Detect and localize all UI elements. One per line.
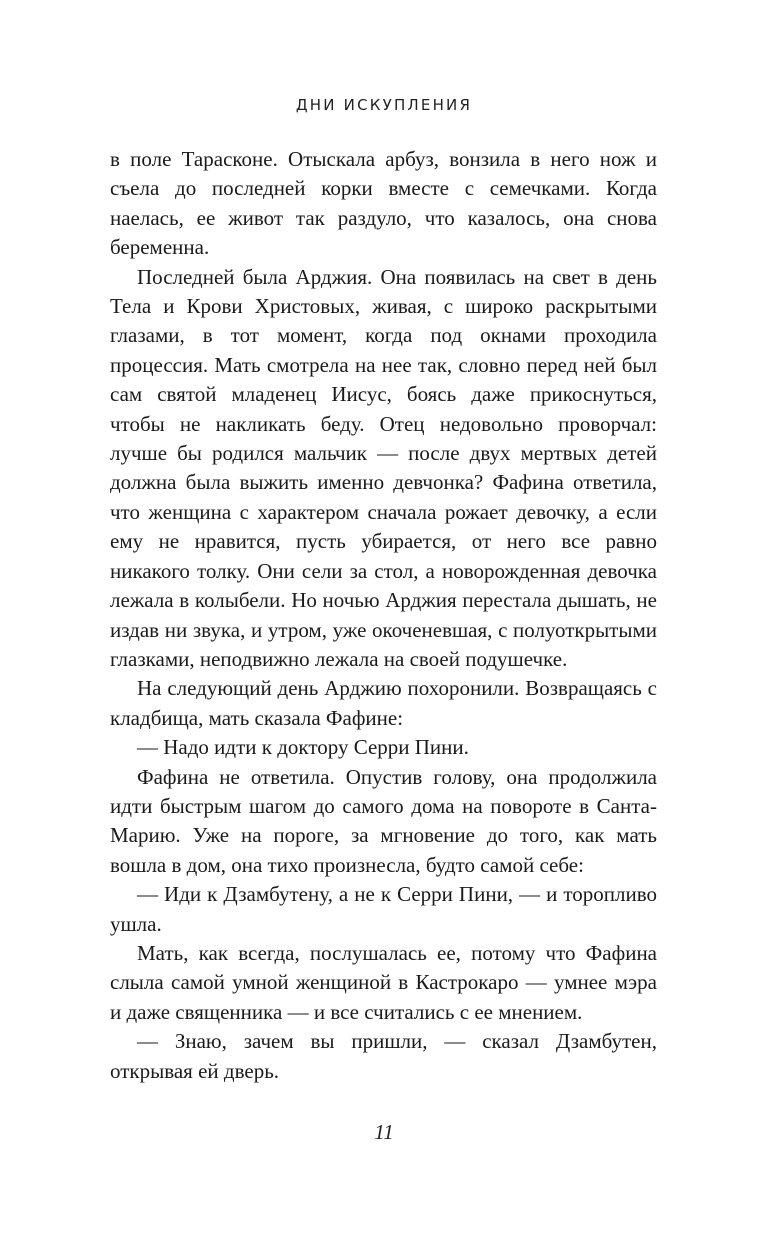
dialogue-line: — Знаю, зачем вы пришли, — сказал Дзамбутен, открывая ей дверь. xyxy=(110,1029,657,1083)
dialogue-line: — Иди к Дзамбутену, а не к Серри Пини, — и торопливо ушла. xyxy=(110,882,657,936)
dialogue-line: — Надо идти к доктору Серри Пини. xyxy=(137,735,469,760)
paragraph: На следующий день Арджию похоронили. Возвращаясь с кладбища, мать сказала Фафине: xyxy=(110,676,657,730)
body-text xyxy=(110,145,657,1086)
paragraph: Фафина не ответила. Опустив голову, она продолжила идти быстрым шагом до самого дома на повороте в Санта-Марию. Уже на пороге, за мгновение до того, как мать вошла в дом, она тихо произнесла, будто самой себе: xyxy=(110,764,657,877)
paragraph-continued: в поле Тарасконе. Отыскала арбуз, вонзила в него нож и съела до последней корки вместе с семечками. Когда наелась, ее живот так раздуло, что казалось, она снова беременна. xyxy=(110,147,657,260)
paragraph: Последней была Арджия. Она появилась на свет в день Тела и Крови Христовых, живая, с широко раскрытыми глазами, в тот момент, когда под окнами проходила процессия. Мать смотрела на нее так, словно перед ней был сам святой младенец Иисус, боясь даже прикоснуться, чтобы не накликать беду. Отец недовольно проворчал: лучше бы родился мальчик — после двух мертвых детей должна была выжить именно девчонка? Фафина ответила, что женщина с характером сначала рожает девочку, а если ему не нравится, пусть убирается, от него все равно никакого толку. Они сели за стол, а новорожденная девочка лежала в колыбели. Но ночью Арджия перестала дышать, не издав ни звука, и утром, уже окоченевшая, с полуоткрытыми глазками, неподвижно лежала на своей подушечке. xyxy=(110,264,657,671)
page-number: 11 xyxy=(374,1120,394,1144)
running-head-title: ДНИ ИСКУПЛЕНИЯ xyxy=(295,96,473,114)
paragraph: Мать, как всегда, послушалась ее, потому что Фафина слыла самой умной женщиной в Кастрокаро — умнее мэра и даже священника — и все считались с ее мнением. xyxy=(110,940,657,1024)
